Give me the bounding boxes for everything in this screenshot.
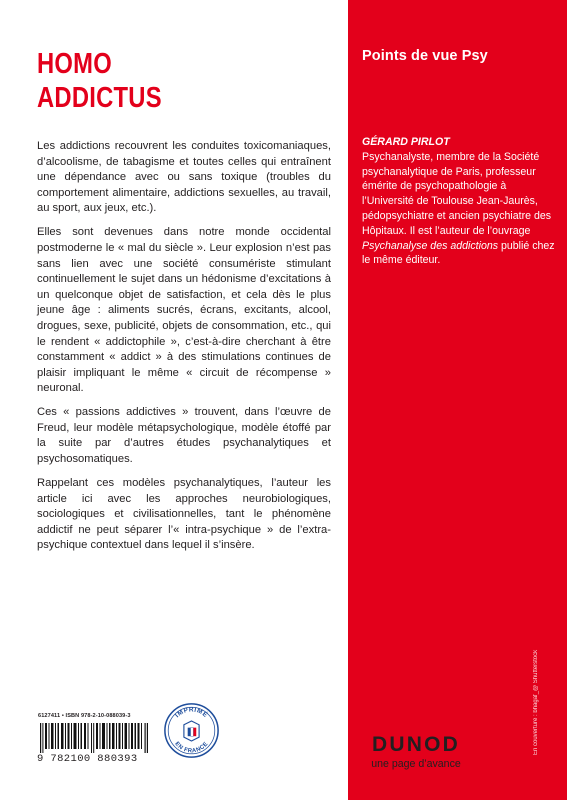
blurb — [37, 139, 331, 562]
isbn-barcode — [37, 713, 150, 767]
title-line-1: HOMO — [37, 48, 112, 80]
cover-credit: En couverture : bhagaf_@ Shutterstock — [533, 649, 539, 755]
svg-text:IMPRIMÉ — [174, 707, 210, 720]
barcode-bars-icon — [40, 723, 148, 753]
seal-bottom-text: EN FRANCE — [173, 741, 210, 755]
blurb-paragraph: Elles sont devenues dans notre monde occidental postmoderne le « mal du siècle ». Leur explosion n’est pas sans lien avec une société consumériste stimulant continuellement le sujet dans un hédonisme d’excitations à un quelconque objet de satisfaction, et cela dès le plus jeune âge : aliments sucrés, écrans, excitants, alcool, drogues, sexe, publicité, objets de consommation, etc., qui le rendent « addictophile », c’est-à-dire cherchant à être constamment « addict » à des stimulations continues de plaisir impliquant le même « circuit de récompense » neuronal. — [37, 226, 331, 395]
book-title — [37, 47, 162, 115]
publisher-tagline: une page d’avance — [371, 758, 461, 770]
barcode-digits: 9 782100 880393 — [37, 753, 138, 765]
svg-text:EN FRANCE — [173, 741, 209, 754]
blurb-paragraph: Ces « passions addictives » trouvent, dans l’œuvre de Freud, leur modèle métapsychologique, modèle étoffé par la suite par d’autres études psychanalytiques et psychosomatiques. — [37, 406, 331, 466]
blurb-paragraph: Rappelant ces modèles psychanalytiques, l’auteur les article ici avec les approches neurobiologiques, sociologiques et civilisationnelles, tant le phénomène addictif ne peut séparer l’« intra-psychique » de l’extra-psychique contextuel dans lequel il s’insère. — [37, 477, 331, 552]
isbn-line: 6127411 • ISBN 978-2-10-088039-3 — [38, 713, 131, 719]
series-name: Points de vue Psy — [362, 48, 488, 64]
author-bio-text-end: publié chez le même éditeur. — [362, 239, 555, 267]
imprime-en-france-seal-icon — [163, 702, 220, 759]
publisher-logo — [356, 734, 476, 770]
author-bio-text: Psychanalyste, membre de la Société psychanalytique de Paris, professeur émérite de psychopathologie à l’Université de Toulouse Jean-Jaurès, pédopsychiatre et ancien psychiatre des Hôpitaux. Il est l’auteur de l’ouvrage — [362, 150, 552, 237]
publisher-name: DUNOD — [372, 733, 460, 756]
seal-top-text: IMPRIMÉ — [173, 706, 209, 720]
author-bio — [362, 135, 555, 268]
author-bio-book-title: Psychanalyse des addictions — [362, 239, 499, 252]
title-line-2: ADDICTUS — [37, 82, 162, 114]
blurb-paragraph: Les addictions recouvrent les conduites toxicomaniaques, d’alcoolisme, de tabagisme et toutes celles qui entraînent une dépendance avec ou sans toxique (troubles du comportement alimentaire, addictions sexuelles, au travail, au sport, aux jeux, etc.). — [37, 140, 331, 215]
author-name: GÉRARD PIRLOT — [362, 136, 450, 148]
